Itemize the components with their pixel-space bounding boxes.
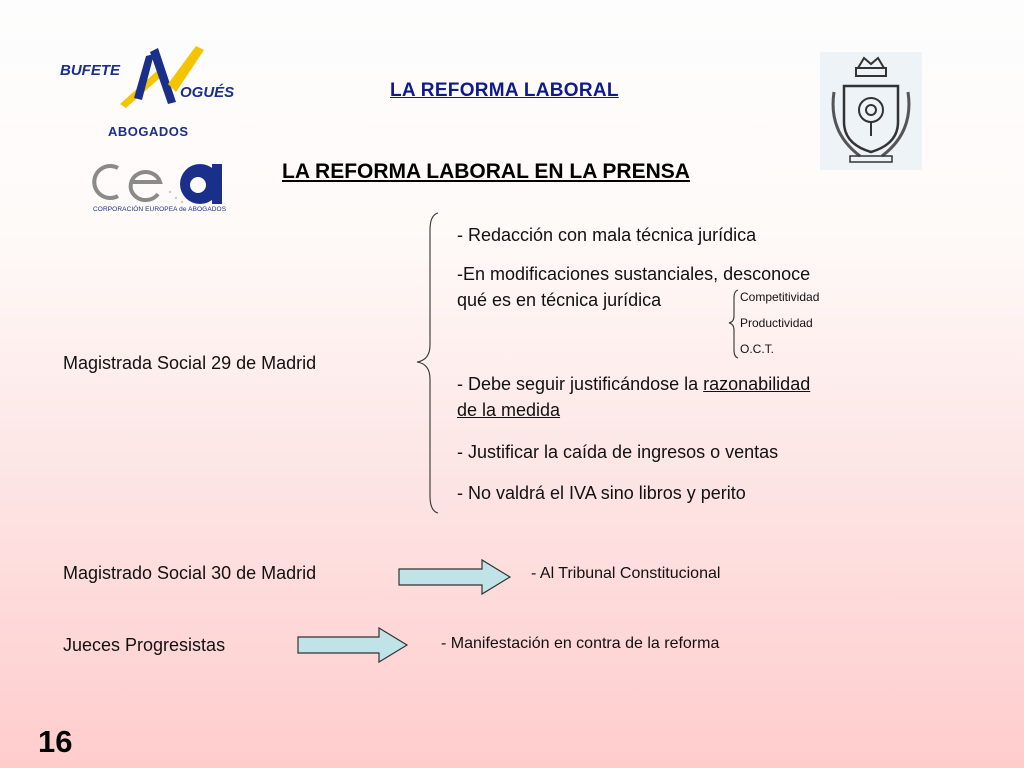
coat-of-arms-icon xyxy=(820,52,922,170)
big-brace-icon xyxy=(410,210,442,516)
page-title: LA REFORMA LABORAL xyxy=(390,80,619,101)
point-item: - No valdrá el IVA sino libros y perito xyxy=(457,483,746,503)
magistrado-label: Magistrado Social 30 de Madrid xyxy=(63,563,317,583)
small-brace-icon xyxy=(726,288,740,360)
sub-point-item: Productividad xyxy=(740,316,813,330)
underlined-term: razonabilidad xyxy=(703,374,811,394)
page-number: 16 xyxy=(38,724,73,759)
sub-point-item: Competitividad xyxy=(740,290,820,304)
cea-subtitle: CORPORACIÓN EUROPEA de ABOGADOS xyxy=(93,206,227,213)
jueces-result: - Manifestación en contra de la reforma xyxy=(441,635,720,652)
logo-word-bufete: BUFETE xyxy=(60,62,120,79)
magistrada-label: Magistrada Social 29 de Madrid xyxy=(63,353,317,373)
point-item: - Justificar la caída de ingresos o ventas xyxy=(457,442,779,462)
magistrado-result: - Al Tribunal Constitucional xyxy=(531,565,721,582)
logo-tagline: ABOGADOS xyxy=(108,124,189,139)
logo-word-ogues: OGUÉS xyxy=(180,84,235,101)
arrow-right-icon xyxy=(396,558,516,596)
point-item: - Debe seguir justificándose la razonabilidad de la medida xyxy=(457,374,811,420)
section-heading: LA REFORMA LABORAL EN LA PRENSA xyxy=(282,160,690,183)
sub-point-item: O.C.T. xyxy=(740,342,775,356)
underlined-term: de la medida xyxy=(457,400,561,420)
point-item: -En modificaciones sustanciales, desconoce qué es en técnica jurídica xyxy=(457,264,811,310)
jueces-label: Jueces Progresistas xyxy=(63,635,226,655)
point-item: - Redacción con mala técnica jurídica xyxy=(457,225,757,245)
arrow-right-icon xyxy=(295,626,413,664)
